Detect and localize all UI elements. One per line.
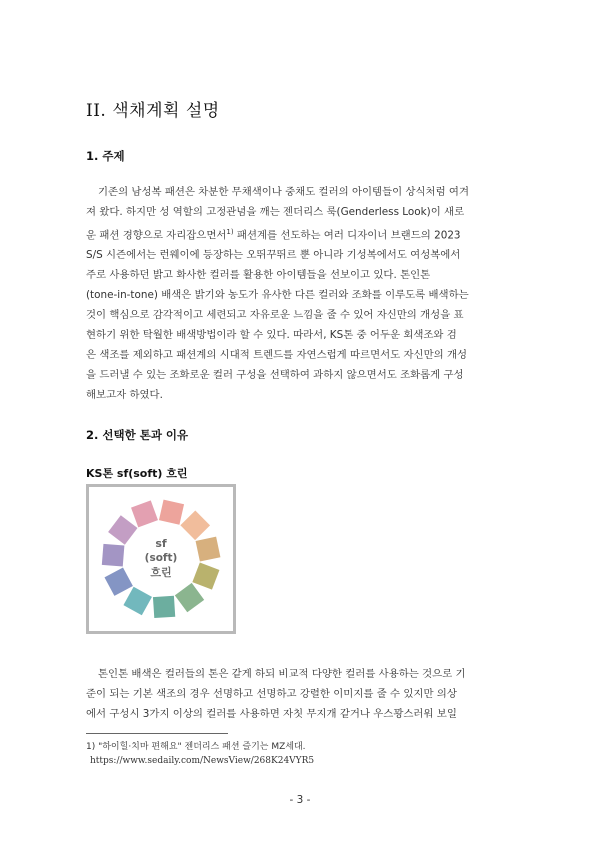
paragraph-text: 운 패션 경향으로 자리잡으면서: [86, 229, 227, 242]
page-number: - 3 -: [289, 794, 311, 806]
paragraph-line: 져 왔다. 하지만 성 역할의 고정관념을 깨는 젠더리스 룩(Genderless Look)이 새로: [86, 206, 465, 218]
paragraph-line: 은 색조를 제외하고 패션계의 시대적 트렌드를 자연스럽게 따르면서도 자신만의 개성: [86, 349, 468, 362]
color-swatch: [196, 537, 221, 562]
color-swatch: [102, 544, 125, 567]
color-swatch: [180, 510, 210, 540]
color-swatch: [153, 596, 175, 618]
color-swatch: [104, 567, 132, 595]
paragraph-line: 주로 사용하던 밝고 화사한 컬러를 활용한 아이템들을 선보이고 있다. 톤인톤: [86, 269, 431, 282]
tone-paragraph: [86, 664, 515, 724]
section-title: II. 색채계획 설명: [86, 101, 220, 121]
wheel-label-line: 흐린: [150, 566, 172, 579]
tone-wheel-svg: [89, 487, 233, 631]
paragraph-line: [86, 222, 515, 245]
paragraph-line: 을 드러낼 수 있는 조화로운 컬러 구성을 선택하여 과하지 않으면서도 조화롭게 구성: [86, 369, 464, 382]
paragraph-line: 현하기 위한 탁월한 배색방법이라 할 수 있다. 따라서, KS톤 중 어두운 회색조와 검: [86, 329, 457, 342]
footnote: [86, 740, 314, 768]
subsection-heading-topic: 1. 주제: [86, 149, 125, 163]
footnote-url: https://www.sedaily.com/NewsView/268K24VYR5: [90, 756, 315, 766]
subsection-heading-tone: 2. 선택한 톤과 이유: [86, 428, 189, 442]
footnote-ref: 1): [226, 228, 234, 236]
topic-paragraph: [86, 182, 515, 405]
paragraph-line: 해보고자 하였다.: [86, 389, 163, 402]
paragraph-line: 에서 구성시 3가지 이상의 컬러를 사용하면 자칫 무지개 같거나 우스꽝스러워 보일: [86, 708, 457, 720]
wheel-label-line: (soft): [144, 552, 178, 564]
color-swatch: [192, 563, 219, 590]
footnote-divider: [86, 733, 228, 734]
color-swatch: [108, 515, 137, 544]
paragraph-line: 톤인톤 배색은 컬러들의 톤은 같게 하되 비교적 다양한 컬러를 사용하는 것으로 기: [98, 668, 466, 680]
paragraph-line: 준이 되는 기본 색조의 경우 선명하고 선명하고 강렬한 이미지를 줄 수 있지만 의상: [86, 688, 457, 700]
color-swatch: [123, 587, 152, 616]
color-swatch: [159, 500, 184, 525]
paragraph-line: 기존의 남성복 패션은 차분한 무채색이나 중채도 컬러의 아이템들이 상식처럼 여겨: [98, 186, 469, 198]
paragraph-line: 것이 핵심으로 감각적이고 세련되고 자유로운 느낌을 줄 수 있어 자신만의 개성을 표: [86, 309, 464, 322]
paragraph-line: (tone-in-tone) 배색은 밝기와 농도가 유사한 다른 컬러와 조화를 이루도록 배색하는: [86, 289, 469, 302]
color-swatch: [131, 500, 158, 527]
tone-wheel-image: [86, 484, 236, 634]
paragraph-line: S/S 시즌에서는 런웨이에 등장하는 오뛰꾸뛰르 뿐 아니라 기성복에서도 여성복에서: [86, 249, 461, 262]
paragraph-text: 패션계를 선도하는 여러 디자이너 브랜드의 2023: [236, 229, 461, 242]
footnote-text: 1) "하이힐·치마 편해요" 젠더리스 패션 즐기는 MZ세대.: [86, 742, 306, 752]
wheel-label-line: sf: [155, 537, 167, 550]
image-caption: KS톤 sf(soft) 흐린: [86, 467, 188, 480]
color-swatch: [175, 583, 204, 612]
